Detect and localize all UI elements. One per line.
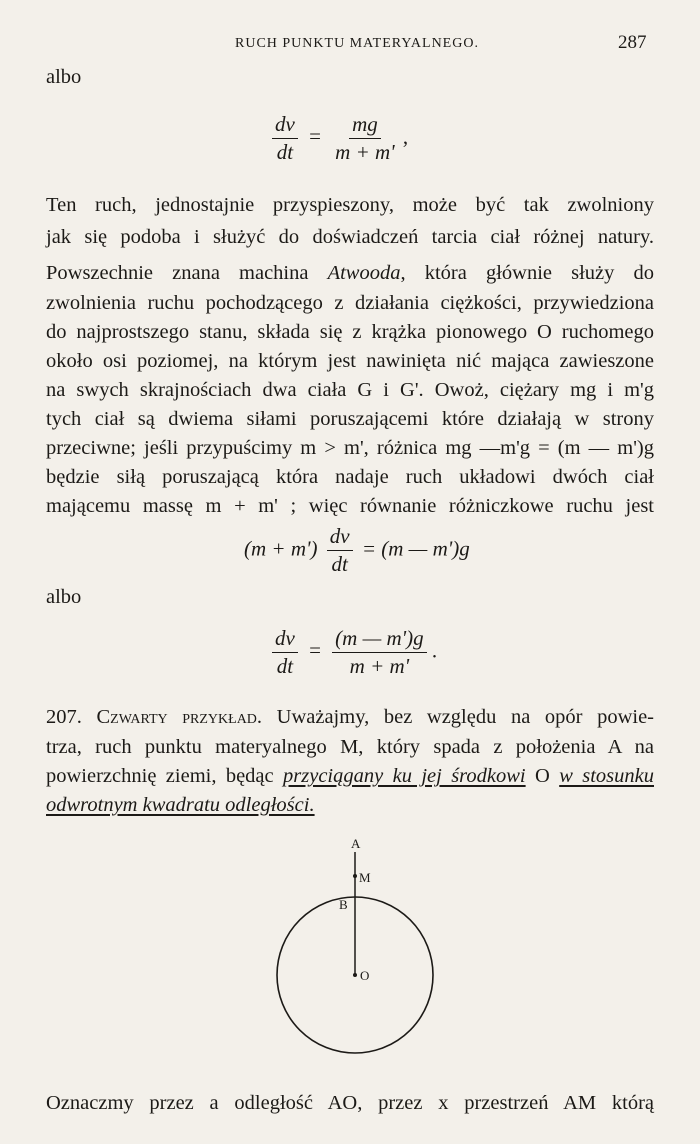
- punctuation: .: [431, 638, 438, 663]
- equation-2: [244, 524, 470, 577]
- numerator: (m — m')g: [332, 626, 426, 653]
- denominator: m + m': [349, 654, 410, 678]
- numerator: dv: [327, 524, 353, 551]
- fraction-dv-dt: [327, 524, 353, 577]
- fraction-rhs: [332, 112, 398, 165]
- denominator: m + m': [335, 140, 395, 164]
- text-line: na swych skrajnościach dwa ciała G i G'. Owoż, ciężary mg i m'g: [46, 379, 654, 401]
- text-line: [46, 765, 654, 788]
- section-title: Czwarty przykład.: [96, 706, 263, 728]
- section-number: 207.: [46, 706, 97, 728]
- page-number: 287: [618, 32, 647, 53]
- text-line: trza, ruch punktu materyalnego M, który spada z położenia A na: [46, 736, 654, 758]
- label-o: O: [360, 968, 370, 983]
- center-point: [353, 973, 357, 977]
- fraction-rhs: [332, 626, 426, 679]
- text-span: Uważajmy, bez względu na opór powie-: [262, 706, 655, 728]
- point-m: [353, 874, 357, 878]
- running-head: RUCH PUNKTU MATERYALNEGO.: [235, 36, 479, 51]
- text-span: powierzchnię ziemi, będąc: [46, 765, 284, 787]
- emphasis-line: odwrotnym kwadratu odległości.: [46, 794, 315, 816]
- text-line: będzie siłą poruszającą która nadaje ruch układowi dwóch ciał: [46, 466, 654, 488]
- label-a: A: [351, 836, 361, 851]
- term-left: (m + m'): [244, 536, 318, 561]
- text-line: albo: [46, 66, 82, 88]
- numerator: dv: [272, 112, 298, 139]
- earth-diagram: [270, 830, 440, 1060]
- denominator: dt: [276, 654, 294, 678]
- text-line: Ten ruch, jednostajnie przyspieszony, może być tak zwolniony: [46, 194, 654, 216]
- page-header: [0, 32, 700, 62]
- text-line: jak się podoba i służyć do doświadczeń tarcia ciał różnej natury.: [46, 226, 654, 248]
- equals-sign: =: [309, 124, 321, 149]
- text-line: Oznaczmy przez a odległość AO, przez x przestrzeń AM którą: [46, 1092, 654, 1114]
- label-b: B: [339, 897, 348, 912]
- text-span: , która głównie służy do: [400, 262, 654, 284]
- numerator: dv: [272, 626, 298, 653]
- italic-name: Atwooda: [327, 262, 401, 284]
- fraction-dv-dt: [272, 626, 298, 679]
- text-span: O: [525, 765, 560, 787]
- label-m: M: [359, 870, 371, 885]
- text-line: mającemu massę m + m' ; więc równanie różniczkowe ruchu jest: [46, 495, 654, 517]
- punctuation: ,: [402, 124, 409, 149]
- equation-1: [272, 112, 408, 165]
- emphasis-text: przyciągany ku jej środkowi: [283, 765, 526, 787]
- equation-3: [272, 626, 437, 679]
- section-heading-line: [46, 706, 654, 729]
- fraction-dv-dt: [272, 112, 298, 165]
- text-line: przeciwne; jeśli przypuścimy m > m', różnica mg —m'g = (m — m')g: [46, 437, 654, 459]
- paragraph-start-line: [46, 262, 654, 285]
- text-line: zwolnienia ruchu pochodzącego z działania ciężkości, przywiedziona: [46, 292, 654, 314]
- equals-sign: =: [309, 638, 321, 663]
- term-right: = (m — m')g: [361, 536, 470, 561]
- text-line: albo: [46, 586, 82, 608]
- text-line: około osi poziomej, na którym jest nawinięta nić mająca zawieszone: [46, 350, 654, 372]
- text-line: do najprostszego stanu, składa się z krążka pionowego O ruchomego: [46, 321, 654, 343]
- earth-figure: [270, 830, 440, 1060]
- denominator: dt: [331, 552, 348, 576]
- emphasis-text: w stosunku: [559, 765, 654, 787]
- text-line: tych ciał są dwiema siłami poruszającemi które działają w strony: [46, 408, 654, 430]
- numerator: mg: [349, 112, 381, 139]
- text-span: Powszechnie znana machina: [46, 262, 328, 284]
- denominator: dt: [276, 140, 294, 164]
